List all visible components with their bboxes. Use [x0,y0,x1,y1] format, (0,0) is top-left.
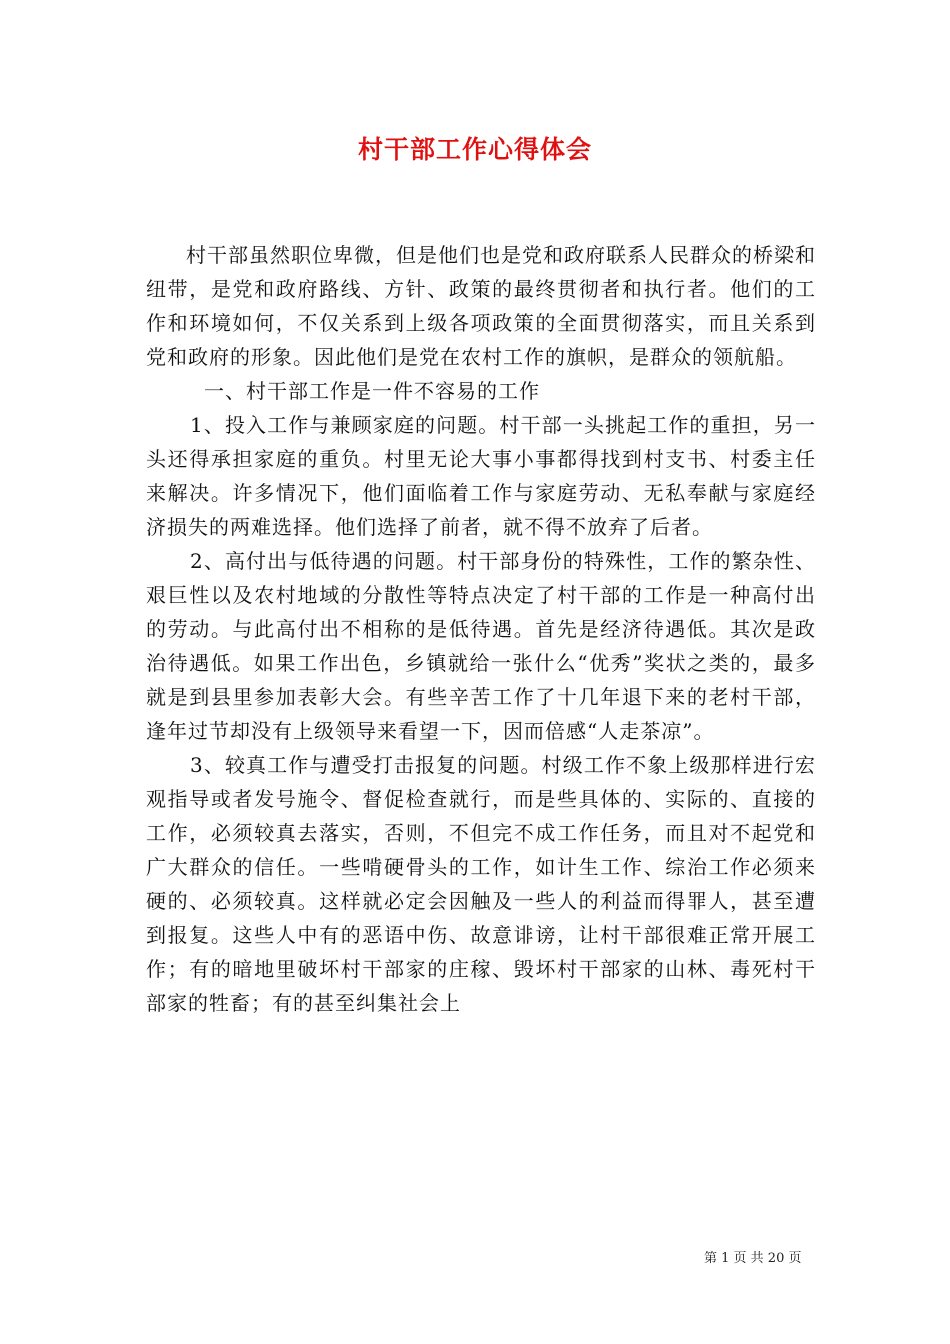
paragraph-point-1: 1、投入工作与兼顾家庭的问题。村干部一头挑起工作的重担，另一头还得承担家庭的重负。村里无论大事小事都得找到村支书、村委主任来解决。许多情况下，他们面临着工作与家庭劳动、无私奉献与家庭经济损失的两难选择。他们选择了前者，就不得不放弃了后者。 [146,413,816,539]
page-footer: 第 1 页 共 20 页 [704,1251,802,1266]
paragraph-point-2: 2、高付出与低待遇的问题。村干部身份的特殊性，工作的繁杂性、艰巨性以及农村地域的分散性等特点决定了村干部的工作是一种高付出的劳动。与此高付出不相称的是低待遇。首先是经济待遇低。其次是政治待遇低。如果工作出色，乡镇就给一张什么“优秀”奖状之类的，最多就是到县里参加表彰大会。有些辛苦工作了十几年退下来的老村干部，逢年过节却没有上级领导来看望一下，因而倍感“人走茶凉”。 [146,549,816,743]
document-body [146,238,816,1020]
section-heading: 一、村干部工作是一件不容易的工作 [204,379,540,403]
document-title: 村干部工作心得体会 [357,135,592,164]
paragraph-point-3: 3、较真工作与遭受打击报复的问题。村级工作不象上级那样进行宏观指导或者发号施令、督促检查就行，而是些具体的、实际的、直接的工作，必须较真去落实，否则，不但完不成工作任务，而且对不起党和广大群众的信任。一些啃硬骨头的工作，如计生工作、综治工作必须来硬的、必须较真。这样就必定会因触及一些人的利益而得罪人，甚至遭到报复。这些人中有的恶语中伤、故意诽谤，让村干部很难正常开展工作；有的暗地里破坏村干部家的庄稼、毁坏村干部家的山林、毒死村干部家的牲畜；有的甚至纠集社会上 [146,753,816,1015]
intro-paragraph: 村干部虽然职位卑微，但是他们也是党和政府联系人民群众的桥梁和纽带，是党和政府路线、方针、政策的最终贯彻者和执行者。他们的工作和环境如何，不仅关系到上级各项政策的全面贯彻落实，而且关系到党和政府的形象。因此他们是党在农村工作的旗帜，是群众的领航船。 [146,243,816,369]
